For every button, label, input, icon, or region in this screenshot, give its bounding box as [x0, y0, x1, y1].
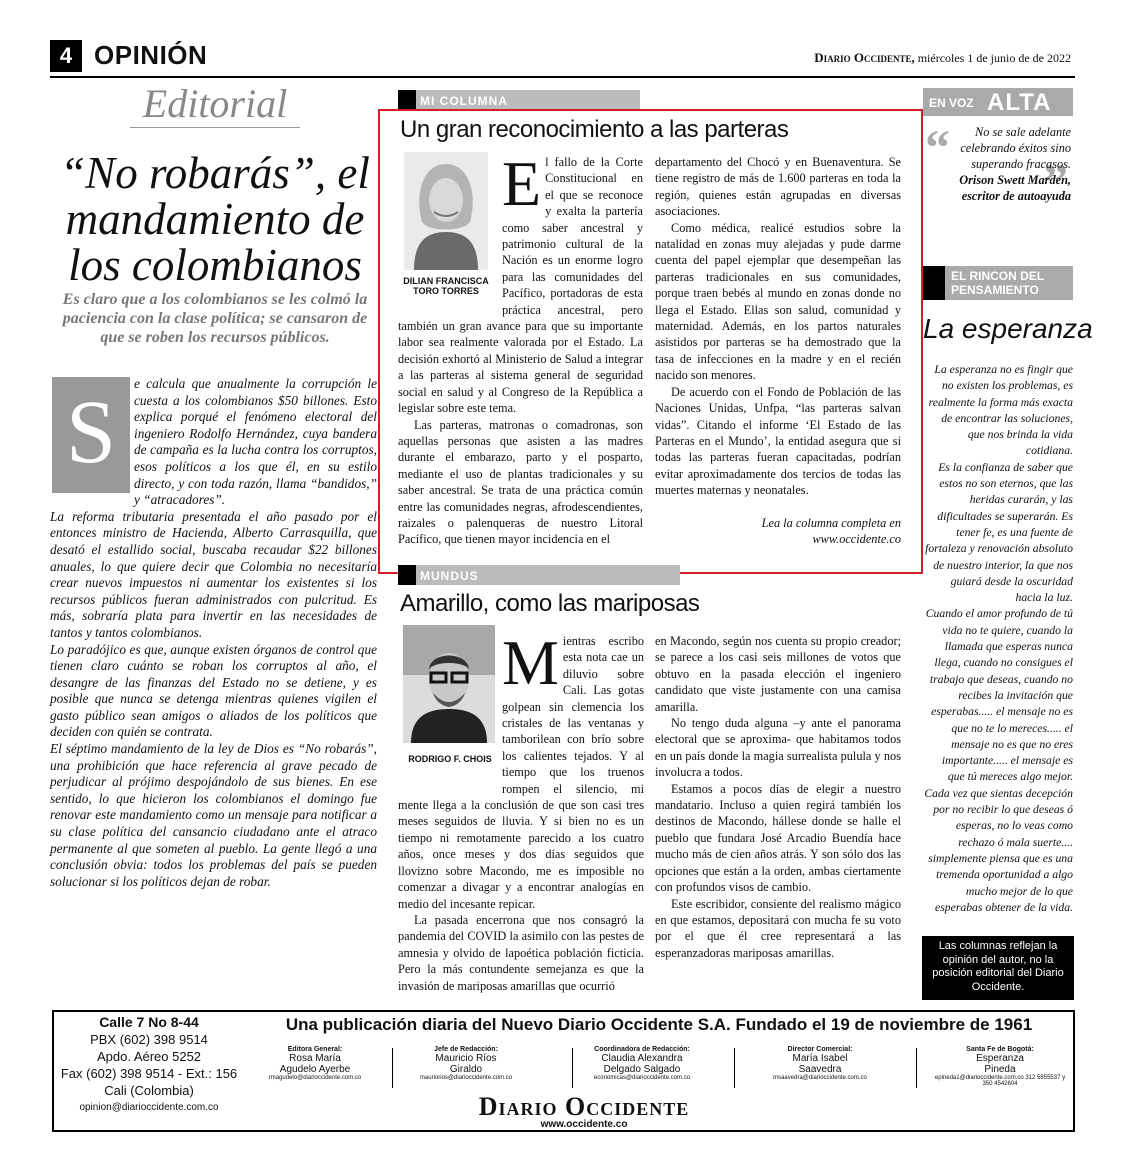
column2-right-text — [655, 633, 901, 961]
editorial-body — [50, 376, 377, 890]
editorial-headline: “No robarás”, el mandamiento de los colombianos — [60, 148, 370, 290]
en-voz-alta-banner — [923, 88, 1073, 116]
po-box-line: Apdo. Aéreo 5252 — [96, 1049, 202, 1064]
rincon-label: EL RINCON DEL PENSAMIENTO — [951, 269, 1044, 297]
alta-label: ALTA — [987, 89, 1052, 116]
column1-paragraph: l fallo de la Corte Constitucional en el que se reconoce y exalta la partería como saber ancestral y patrimonio cultural de la Nación es un enorme logro para las comunidades del Pacífico, portadoras de esta práctica ancestral, pero también un gran avance para que su importante labor sea realmente valorada por el Estado. La decisión exhortó al Ministerio de Salud a integrar a las parteras al sistema general de seguridad social en salud y al Congreso de la República a legislar sobre este tema. — [398, 155, 643, 416]
staff-entry: Santa Fe de Bogotá: Esperanza Pineda epineda1@diarioccidente.com.co 312 5855537 y 350 4542604 — [934, 1046, 1066, 1087]
column2-byline: RODRIGO F. CHOIS — [408, 754, 492, 764]
column2-paragraph: La pasada encerrona que nos consagró la pandemia del COVID la asimilo con las pestes de amnesia y olvido de lapoética población ficticia. Pero la más contundente semejanza es que la invasión de mariposas amarillas que ocurrió — [398, 912, 644, 993]
column1-kicker: MI COLUMNA — [420, 94, 508, 108]
column2-paragraph: ientras escribo esta nota cae un diluvio sobre Cali. Las gotas golpean sin clemencia los cristales de las ventanas y tamborilean con brío sobre los calientes tejados. Y al tiempo que los truenos rompen el silencio, mi mente llega a la conclusión de que son casi tres meses seguidos de lluvia. Y si bien no es un tiempo ni remotamente parecido a los cuatro años, once meses y dos días seguidos que llovizno sobre Macondo, me es imposible no comenzar a divagar y a encontrar analogías en medio del incesante repicar. — [398, 634, 644, 911]
column2-left-text — [398, 627, 644, 994]
footer-box — [52, 1010, 1075, 1132]
editorial-paragraph: El séptimo mandamiento de la ley de Dios es “No robarás”, una prohibición que hace referencia al grave pecado de perjudicar al prójimo despojándolo de sus bienes. En ese sentido, lo que hicieron los colombianos el domingo fue renovar este mandamiento como un mensaje para notificar a su clase política del cansancio ciudadano ante el atraco permanente al que someten al pueblo. La gente llegó a una conclusión obvia: todos los problemas del país se pueden solucionar si los políticos dejan de robar. — [50, 741, 377, 889]
contact-email: opinion@diarioccidente.com.co — [79, 1102, 219, 1113]
editorial-paragraph: Lo paradójico es que, aunque existen órganos de control que tienen claro cuánto se roban los corruptos al año, el desangre de las finanzas del Estado no se detiene, y es posible que nunca se detenga mientras quienes vigilen el gasto público sean amigos o aliados de los políticos que deciden con quién se contrata. — [50, 641, 377, 740]
column2-paragraph: No tengo duda alguna –y ante el panorama electoral que se aproxima- que habitamos todos en un país donde la magia surrealista pulula y nos involucra a todos. — [655, 716, 901, 780]
column1-kicker-bar — [398, 90, 640, 110]
quote-author: Orison Swett Marden, escritor de autoayuda — [959, 173, 1071, 203]
city-line: Cali (Colombia) — [104, 1083, 194, 1098]
column1-paragraph: Las parteras, matronas o comadronas, son aquellas personas que asisten a las madres durante el embarazo, parto y el posparto, mediante el uso de plantas tradicionales y su saber ancestral. Se trata de una práctica común entre las comunidades negras, afrodescendientes, raizales o palenqueras de nuestro Litoral Pacífico, que tienen mayor incidencia en el — [398, 417, 643, 547]
staff-entry: Editora General: Rosa María Agudelo Ayerbe rmagudelo@diarioccidente.com.co — [268, 1046, 362, 1081]
column1-readmore: Lea la columna completa en www.occidente.co — [761, 515, 901, 546]
esperanza-paragraph: La esperanza no es fingir que no existen los problemas, es realmente la forma más exacta de encontrar las soluciones, que nos brinda la vida cotidiana. — [928, 363, 1073, 458]
issue-date: miércoles 1 de junio de de 2022 — [917, 51, 1071, 65]
staff-entry: Jefe de Redacción: Mauricio Ríos Giraldo mauriorios@diarioccidente.com.co — [419, 1046, 513, 1081]
en-voz-label: EN VOZ — [929, 96, 974, 110]
esperanza-body — [923, 362, 1073, 916]
quote-block — [928, 124, 1071, 204]
contact-address — [54, 1014, 244, 1116]
column2-paragraph: en Macondo, según nos cuenta su propio creador; se parece a los casi seis millones de votos que obtuvo en la pasada elección el ingeniero candidato que viste justamente con una camisa amarilla. — [655, 634, 901, 714]
column1-paragraph: departamento del Chocó y en Buenaventura. Se tiene registro de más de 1.600 parteras en toda la región, quienes están agrupadas en diversas asociaciones. — [655, 155, 901, 219]
highlight-frame — [378, 109, 923, 574]
open-quote-icon: “ — [925, 119, 950, 175]
editorial-deck: Es claro que a los colombianos se les colmó la paciencia con la clase política; se cansaron de que se roben los recursos públicos. — [62, 291, 368, 346]
staff-entry: Director Comercial: María Isabel Saavedra msaavedra@diarioccidente.com.co — [773, 1046, 867, 1081]
fax-line: Fax (602) 398 9514 - Ext.: 156 — [60, 1066, 238, 1081]
editorial-paragraph: La reforma tributaria presentada el año pasado por el entonces ministro de Hacienda, Alberto Carrasquilla, que desató el estallido social, buscaba recaudar $22 billones anuales, lo que quiere decir que Colombia no necesitaría crear nuevos impuestos ni aumentar los existentes si los recursos públicos fueran administrados con pulcritud. Es más, sobraría plata para invertir en las necesidades de tantos y tantos colombianos. — [50, 508, 377, 640]
newspaper-logo: Diario Occidente — [478, 1092, 690, 1121]
section-title: OPINIÓN — [94, 40, 208, 70]
column2-kicker-bar — [398, 565, 680, 585]
staff-entry: Coordinadora de Redacción: Claudia Alexandra Delgado Salgado economicas@diarioccidente.com.co — [593, 1046, 691, 1081]
disclaimer-note: Las columnas reflejan la opinión del autor, no la posición editorial del Diario Occidente. — [922, 936, 1074, 1000]
esperanza-paragraph: Cuando el amor profundo de tú vida no te quiere, cuando la llamada que esperas nunca llega, cuando no consigues el trabajo que deseas, cuando no recibes la invitación que esperabas..... el mensaje no es que no te lo mereces..... el mensaje no es que no eres importante..... el mensaje es que tú mereces algo mejor. Cada vez que sientas decepción por no recibir lo que deseas ó esperas, no lo veas como rechazo ó mala suerte.... simplemente piensa que es una tremenda oportunidad a algo mucho mejor de lo que esperabas obtener de la vida. — [924, 607, 1073, 914]
column2-kicker: MUNDUS — [420, 569, 479, 583]
page-number: 4 — [50, 40, 82, 72]
quote-text: No se sale adelante celebrando éxitos sino superando fracasos. — [960, 125, 1071, 171]
column2-paragraph: Estamos a pocos días de elegir a nuestro mandatario. Incluso a quien regirá también los destinos de Macondo, hállese donde se halle el pueblo que fundara José Arcadio Buendía hace mucho más de cien años atrás. Y son sólo dos las opciones que están a la orden, ambas ciertamente con profundos visos de cambio. — [655, 781, 901, 895]
publication-line: Una publicación diaria del Nuevo Diario Occidente S.A. Fundado el 19 de noviembre de 1961 — [285, 1015, 1033, 1034]
esperanza-paragraph: Es la confianza de saber que estos no son eternos, que las heridas curarán, y las dificultades se superarán. Es tener fe, es una fuente de fortaleza y renovación absoluto de nuestro interior, la que nos guiará desde la oscuridad hacia la luz. — [925, 460, 1073, 605]
phone-line: PBX (602) 398 9514 — [90, 1032, 208, 1047]
column2-title: Amarillo, como las mariposas — [400, 590, 700, 617]
editorial-label: Editorial — [130, 80, 300, 128]
masthead-brand: Diario Occidente, — [814, 50, 915, 65]
rincon-banner — [923, 266, 1073, 300]
masthead — [814, 50, 1071, 66]
editorial-paragraph: e calcula que anualmente la corrupción le cuesta a los colombianos $50 billones. Esto explica porqué el fenómeno electoral del ingeniero Rodolfo Hernández, cuya bandera de campaña es la lucha contra los corruptos, esos políticos a los que él, en su estilo directo, y con toda razón, llama “bandidos,” y “atracadores”. — [134, 376, 377, 508]
website-link[interactable]: www.occidente.co — [540, 1119, 628, 1130]
editorial-drop-cap: S — [52, 377, 130, 493]
column1-paragraph: Como médica, realicé estudios sobre la natalidad en zonas muy alejadas y pude darme cuenta del papel ejemplar que desempeñan las parteras tradicionales en sus comunidades, porque traen bebés al mundo en zonas donde no llega el Estado. Ellas son salud, comunidad y maternidad. Además, en los partos naturales asistidos por parteras se ha demostrado que la tasa de infecciones en la madre y en el recién nacido son menores. — [655, 220, 901, 383]
address-line: Calle 7 No 8-44 — [99, 1014, 199, 1030]
column2-paragraph: Este escribidor, consiente del realismo mágico en que estamos, depositará con mucha fe su voto por el que él cree representará a las esperanzadoras mariposas amarillas. — [655, 896, 901, 960]
header-divider — [50, 76, 1075, 78]
column1-byline: DILIAN FRANCISCA TORO TORRES — [403, 276, 489, 296]
column1-paragraph: De acuerdo con el Fondo de Población de las Naciones Unidas, Unfpa, “las parteras salvan vidas”. Citando el informe ‘El Estado de las Parteras en el Mundo’, la entidad asegura que si todas las parteras fueran capacitadas, podrían evitar aproximadamente dos tercios de todas las muertes maternas y neonatales. — [655, 384, 901, 498]
column1-title: Un gran reconocimiento a las parteras — [400, 116, 789, 143]
column1-drop-cap: E — [502, 148, 542, 219]
column2-drop-cap: M — [502, 627, 559, 698]
close-quote-icon: ” — [1043, 153, 1068, 209]
esperanza-title: La esperanza — [923, 313, 1093, 344]
